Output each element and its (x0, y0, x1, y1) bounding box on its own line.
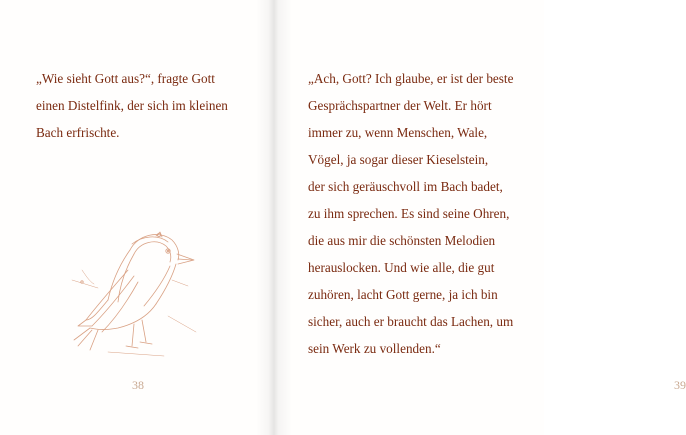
left-page (0, 0, 272, 435)
page-number: 38 (132, 378, 144, 392)
text-line: zu ihm sprechen. Es sind seine Ohren, (308, 206, 510, 221)
goldfinch-sketch-icon (68, 220, 203, 365)
right-page-text (308, 65, 540, 362)
text-line: Gesprächspartner der Welt. Er hört (308, 98, 492, 113)
text-line: die aus mir die schönsten Melodien (308, 233, 496, 248)
text-line: sein Werk zu vollenden.“ (308, 341, 441, 356)
text-line: der sich geräuschvoll im Bach badet, (308, 179, 503, 194)
text-line: „Ach, Gott? Ich glaube, er ist der beste (308, 71, 514, 86)
text-line: zuhören, lacht Gott gerne, ja ich bin (308, 287, 498, 302)
left-page-text (36, 65, 261, 146)
text-line: einen Distelfink, der sich im kleinen (36, 98, 228, 113)
text-line: herauslocken. Und wie alle, die gut (308, 260, 495, 275)
text-line: sicher, auch er braucht das Lachen, um (308, 314, 514, 329)
page-number: 39 (674, 378, 686, 392)
text-line: Bach erfrischte. (36, 125, 120, 140)
text-line: Vögel, ja sogar dieser Kieselstein, (308, 152, 489, 167)
text-line: immer zu, wenn Menschen, Wale, (308, 125, 488, 140)
text-line: „Wie sieht Gott aus?“, fragte Gott (36, 71, 215, 86)
